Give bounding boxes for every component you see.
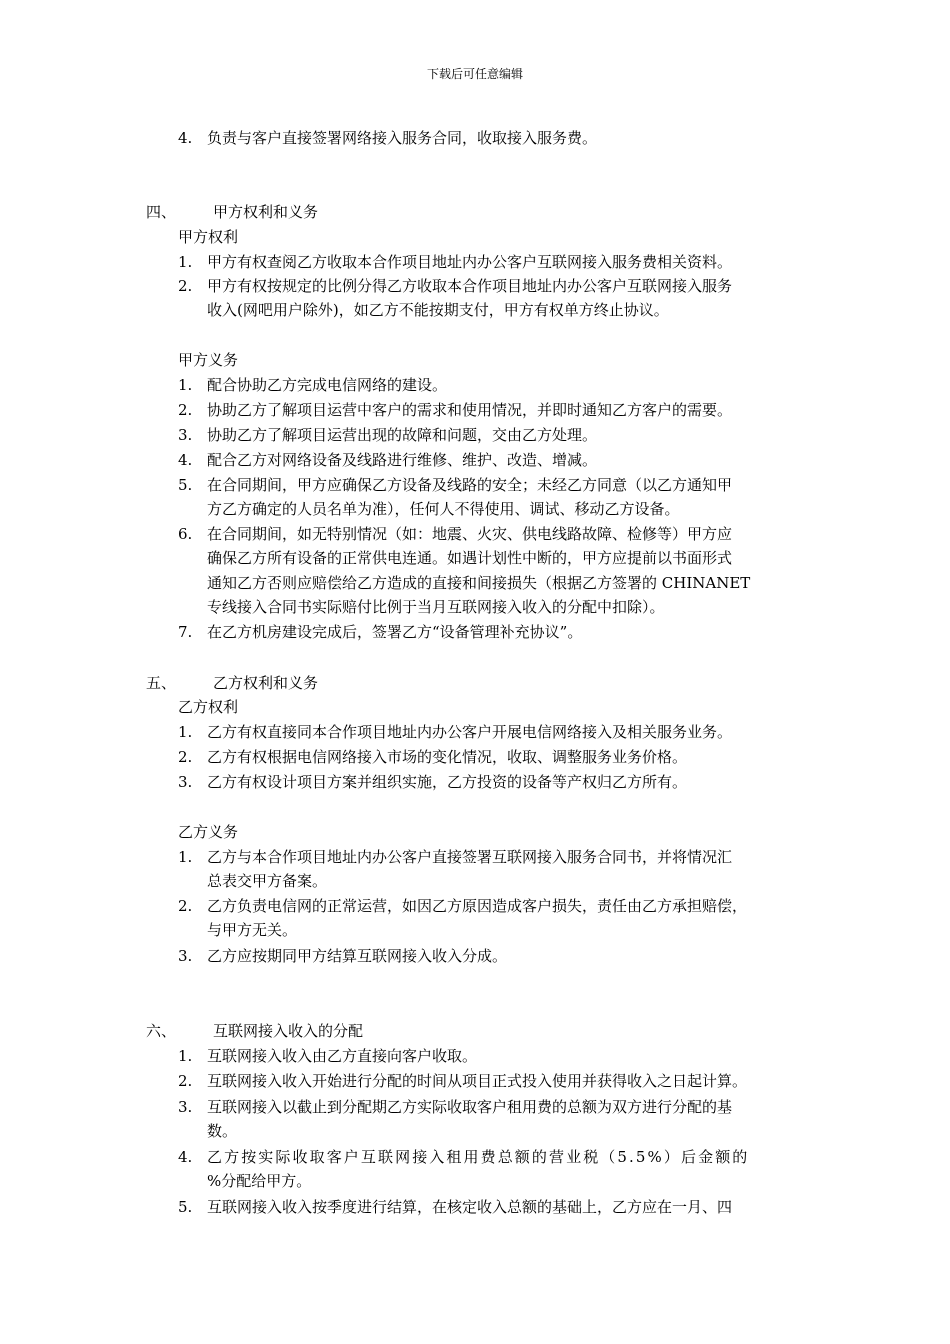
list-number: 1. xyxy=(178,253,193,271)
subsection-title: 乙方义务 xyxy=(178,823,239,841)
list-number: 4. xyxy=(178,451,193,469)
list-number: 3. xyxy=(178,1098,193,1116)
list-number: 1. xyxy=(178,848,193,866)
list-item-text: 乙方有权设计项目方案并组织实施，乙方投资的设备等产权归乙方所有。 xyxy=(207,773,688,791)
subsection-title: 甲方义务 xyxy=(178,351,239,369)
list-item-text: 乙方有权根据电信网络接入市场的变化情况，收取、调整服务业务价格。 xyxy=(207,748,688,766)
list-item-text: 互联网接入收入由乙方直接向客户收取。 xyxy=(207,1047,478,1065)
list-item-text: 在合同期间，如无特别情况（如：地震、火灾、供电线路故障、检修等）甲方应 xyxy=(207,525,733,543)
list-item-text: 互联网接入收入按季度进行结算，在核定收入总额的基础上，乙方应在一月、四 xyxy=(207,1198,733,1216)
list-item-text: 专线接入合同书实际赔付比例于当月互联网接入收入的分配中扣除）。 xyxy=(207,598,665,616)
list-number: 3. xyxy=(178,773,193,791)
list-item-text: 协助乙方了解项目运营出现的故障和问题，交由乙方处理。 xyxy=(207,426,598,444)
list-number: 1. xyxy=(178,1047,193,1065)
list-item-text: 乙方应按期同甲方结算互联网接入收入分成。 xyxy=(207,947,508,965)
list-number: 2. xyxy=(178,748,193,766)
list-item-text: 协助乙方了解项目运营中客户的需求和使用情况，并即时通知乙方客户的需要。 xyxy=(207,401,733,419)
page-header: 下载后可任意编辑 xyxy=(426,67,523,81)
list-item-text: 在乙方机房建设完成后，签署乙方“设备管理补充协议”。 xyxy=(207,623,583,641)
list-item-text: 互联网接入收入开始进行分配的时间从项目正式投入使用并获得收入之日起计算。 xyxy=(207,1072,748,1090)
list-item-text: 乙方有权直接同本合作项目地址内办公客户开展电信网络接入及相关服务业务。 xyxy=(207,723,733,741)
list-item-text: 甲方有权查阅乙方收取本合作项目地址内办公客户互联网接入服务费相关资料。 xyxy=(207,253,733,271)
list-number: 3. xyxy=(178,426,193,444)
list-item-text: 乙方按实际收取客户互联网接入租用费总额的营业税（5.5%）后金额的 xyxy=(207,1148,750,1166)
list-number: 2. xyxy=(178,897,193,915)
list-number: 1. xyxy=(178,376,193,394)
subsection-title: 乙方权利 xyxy=(178,698,239,716)
list-item-text: 通知乙方否则应赔偿给乙方造成的直接和间接损失（根据乙方签署的 CHINANET xyxy=(207,574,751,592)
list-item-text: %分配给甲方。 xyxy=(207,1172,312,1190)
list-number: 1. xyxy=(178,723,193,741)
list-item-text: 在合同期间，甲方应确保乙方设备及线路的安全；未经乙方同意（以乙方通知甲 xyxy=(207,476,733,494)
list-item-text: 总表交甲方备案。 xyxy=(207,872,328,890)
list-number: 2. xyxy=(178,401,193,419)
list-item-text: 甲方有权按规定的比例分得乙方收取本合作项目地址内办公客户互联网接入服务 xyxy=(207,277,733,295)
list-item-text: 乙方负责电信网的正常运营，如因乙方原因造成客户损失，责任由乙方承担赔偿， xyxy=(207,897,748,915)
list-item-text: 互联网接入以截止到分配期乙方实际收取客户租用费的总额为双方进行分配的基 xyxy=(207,1098,733,1116)
section-number: 四、 xyxy=(146,203,177,221)
list-item-text: 方乙方确定的人员名单为准），任何人不得使用、调试、移动乙方设备。 xyxy=(207,500,680,518)
list-number: 5. xyxy=(178,1198,193,1216)
section-title: 甲方权利和义务 xyxy=(213,203,319,221)
list-number: 6. xyxy=(178,525,193,543)
list-item-text: 确保乙方所有设备的正常供电连通。如遇计划性中断的，甲方应提前以书面形式 xyxy=(207,549,733,567)
list-number: 2. xyxy=(178,1072,193,1090)
list-item-text: 负责与客户直接签署网络接入服务合同，收取接入服务费。 xyxy=(207,129,598,147)
list-item-text: 配合乙方对网络设备及线路进行维修、维护、改造、增减。 xyxy=(207,451,598,469)
list-item-text: 配合协助乙方完成电信网络的建设。 xyxy=(207,376,448,394)
list-number: 3. xyxy=(178,947,193,965)
list-item-text: 数。 xyxy=(207,1122,238,1140)
list-item-text: 与甲方无关。 xyxy=(207,921,298,939)
list-number: 2. xyxy=(178,277,193,295)
list-item-text: 乙方与本合作项目地址内办公客户直接签署互联网接入服务合同书，并将情况汇 xyxy=(207,848,733,866)
section-title: 互联网接入收入的分配 xyxy=(213,1022,364,1040)
subsection-title: 甲方权利 xyxy=(178,228,239,246)
list-number: 5. xyxy=(178,476,193,494)
list-number: 4. xyxy=(178,1148,193,1166)
section-number: 六、 xyxy=(146,1022,177,1040)
list-number: 7. xyxy=(178,623,193,641)
section-title: 乙方权利和义务 xyxy=(213,674,319,692)
section-number: 五、 xyxy=(146,674,177,692)
list-item-text: 收入(网吧用户除外)，如乙方不能按期支付，甲方有权单方终止协议。 xyxy=(207,301,669,319)
list-number: 4. xyxy=(178,129,193,147)
